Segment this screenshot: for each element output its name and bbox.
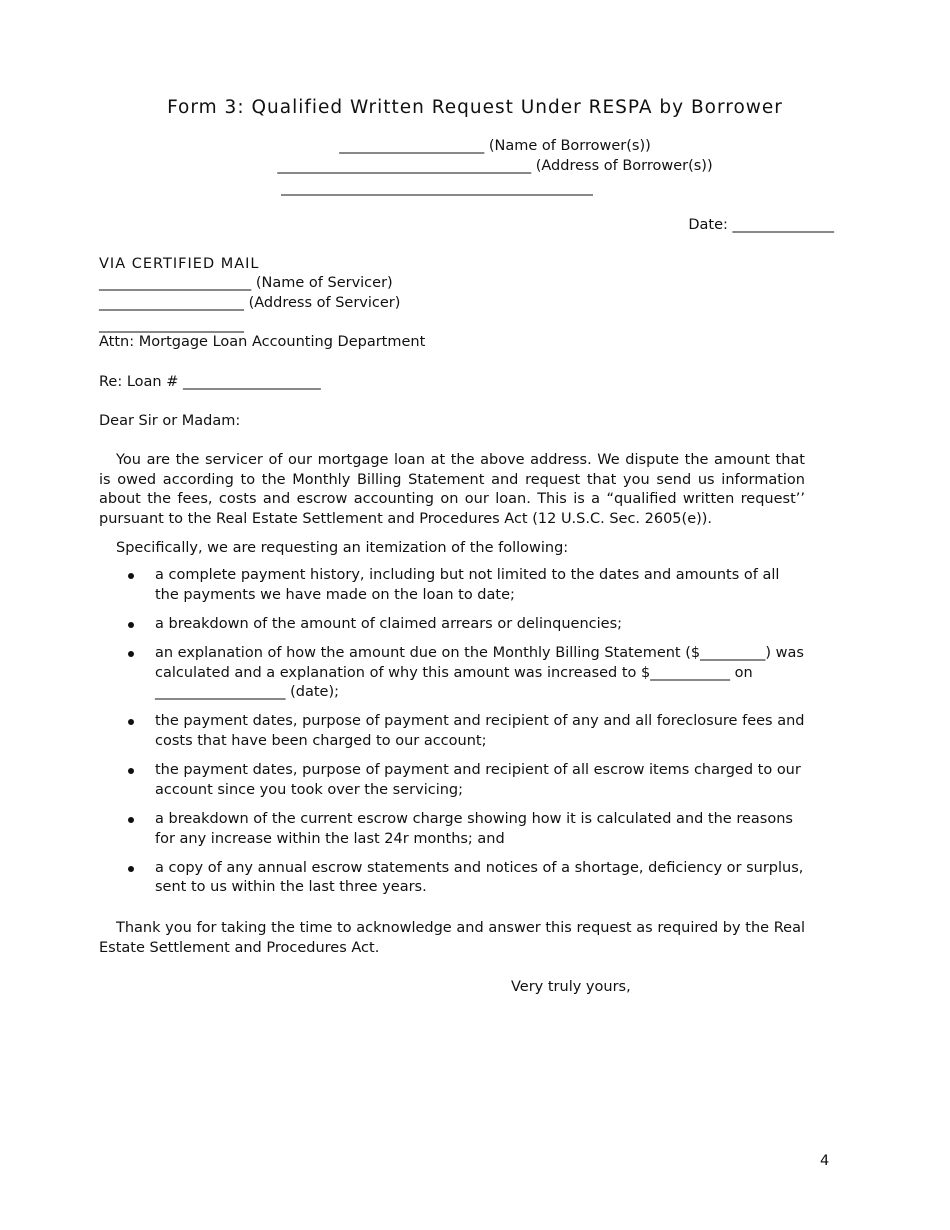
intro-paragraph: You are the servicer of our mortgage loan at the above address. We dispute the amount that is owed according to the Monthly Billing Statement and request that you send us information about the fees, costs and escrow accounting on our loan. This is a “qualified written request’’ pursuant to the Real Estate Settlement and Procedures Act (12 U.S.C. Sec. 2605(e)). (99, 452, 805, 527)
servicer-address-line: ____________________ (Address of Servicer) (99, 295, 401, 311)
list-item: the payment dates, purpose of payment and recipient of all escrow items charged to our account since you took over the servicing; (99, 761, 805, 800)
via-certified-mail: VIA CERTIFIED MAIL (99, 256, 260, 272)
list-item: a complete payment history, including but not limited to the dates and amounts of all the payments we have made on the loan to date; (99, 566, 805, 605)
re-loan-line: Re: Loan # ___________________ (99, 374, 321, 390)
page-title: Form 3: Qualified Written Request Under RESPA by Borrower (167, 97, 783, 118)
servicer-name-line: _____________________ (Name of Servicer) (99, 275, 393, 291)
list-item: the payment dates, purpose of payment and recipient of any and all foreclosure fees and costs that have been charged to our account; (99, 712, 805, 751)
list-item: a breakdown of the current escrow charge showing how it is calculated and the reasons for any increase within the last 24r months; and (99, 810, 805, 849)
itemization-list (99, 566, 805, 907)
attn-line: Attn: Mortgage Loan Accounting Department (99, 334, 426, 350)
date-line: Date: ______________ (688, 217, 834, 233)
servicer-address-line-2: ____________________ (99, 317, 244, 333)
borrower-name-line: ____________________ (Name of Borrower(s)) (339, 138, 651, 154)
list-item: a breakdown of the amount of claimed arrears or delinquencies; (99, 615, 805, 635)
salutation: Dear Sir or Madam: (99, 413, 241, 429)
borrower-address-line: ___________________________________ (Address of Borrower(s)) (277, 158, 713, 174)
sign-off: Very truly yours, (511, 979, 631, 995)
list-item: a copy of any annual escrow statements and notices of a shortage, deficiency or surplus, sent to us within the last three years. (99, 859, 805, 898)
closing-paragraph: Thank you for taking the time to acknowledge and answer this request as required by the Real Estate Settlement and Procedures Act. (99, 920, 805, 956)
list-item: an explanation of how the amount due on the Monthly Billing Statement ($_________) was calculated and a explanation of why this amount was increased to $___________ on __________________ (date); (99, 644, 805, 703)
page-number: 4 (820, 1153, 830, 1169)
itemization-intro: Specifically, we are requesting an itemization of the following: (116, 540, 569, 556)
borrower-address-line-2: ___________________________________________ (281, 180, 593, 196)
